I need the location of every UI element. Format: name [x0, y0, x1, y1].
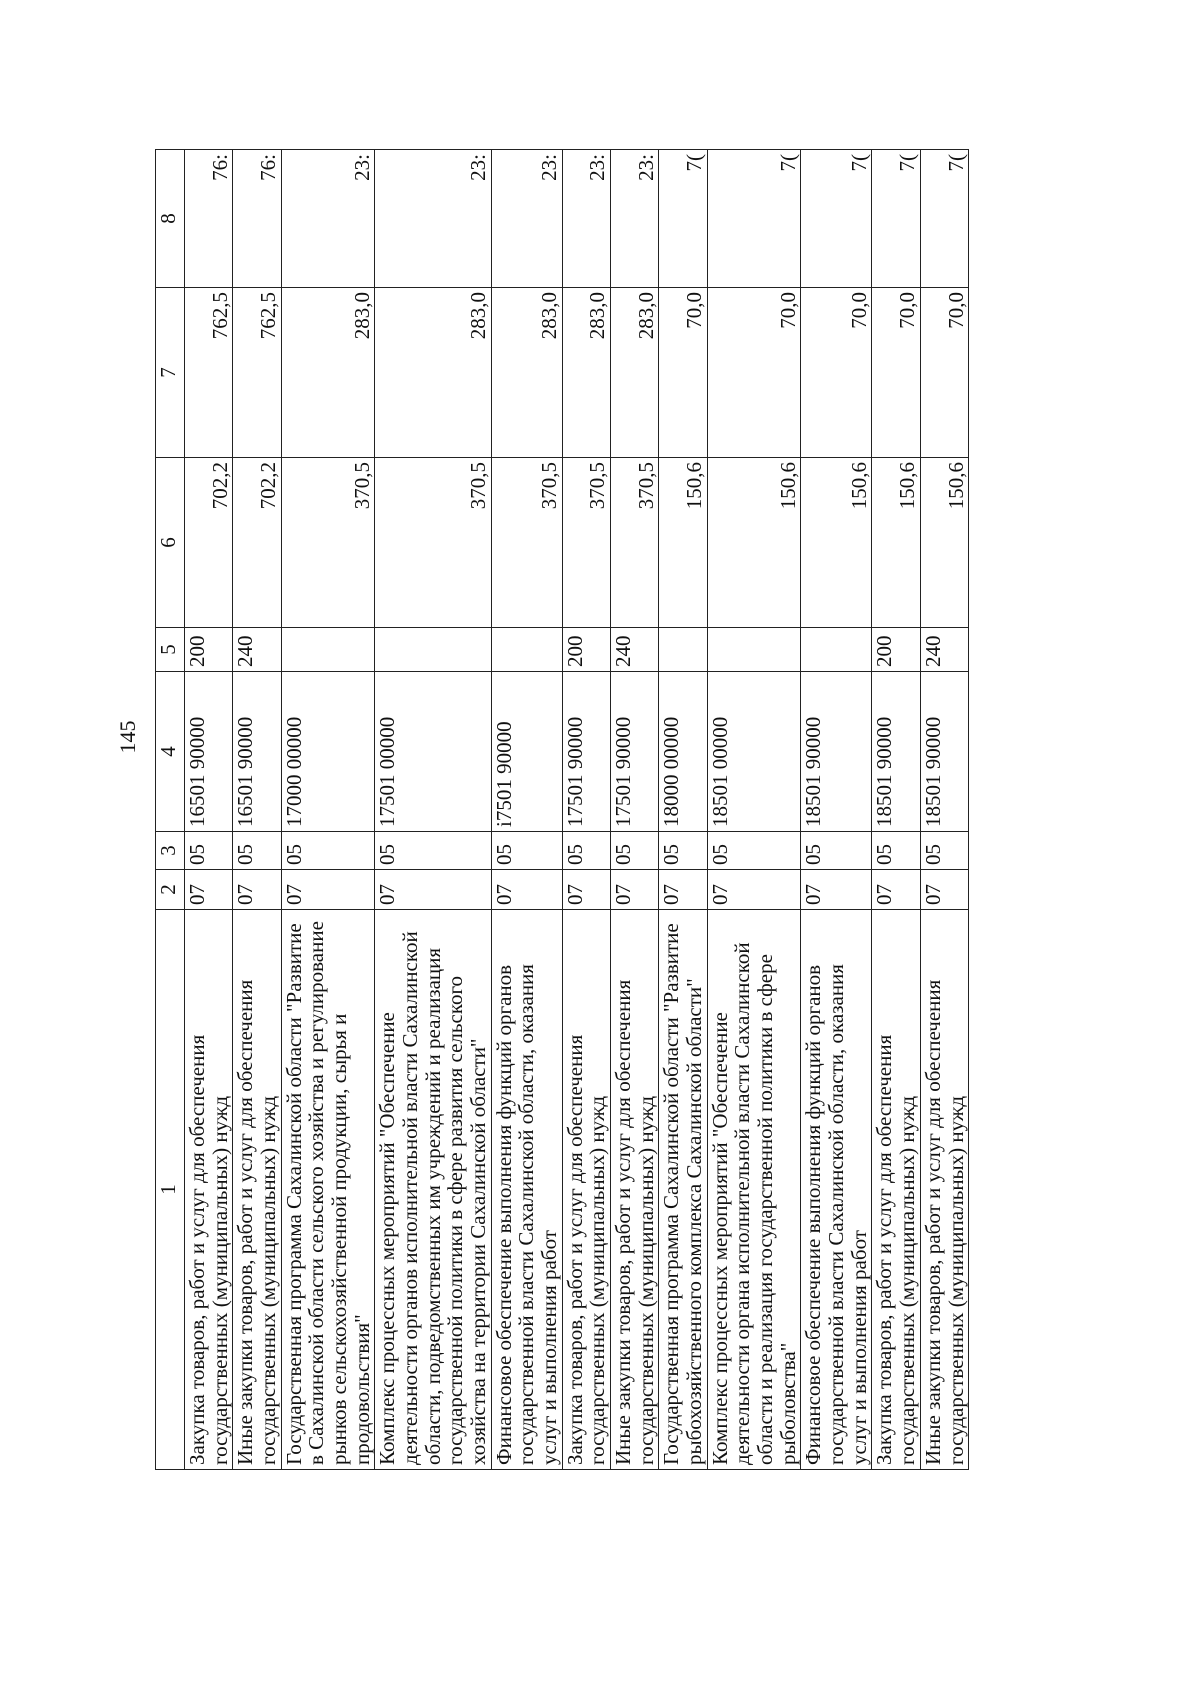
- chapter-code: 07: [375, 870, 491, 910]
- amount-col-6: 150,6: [872, 458, 920, 628]
- table-row: [281, 150, 375, 1470]
- header-col-3: 3: [156, 832, 185, 870]
- subchapter-code: 05: [185, 832, 233, 870]
- amount-col-8: 76:: [233, 150, 281, 288]
- chapter-code: 07: [281, 870, 375, 910]
- amount-col-7: 283,0: [491, 288, 562, 458]
- header-row: [156, 150, 185, 1470]
- target-article: 17000 00000: [281, 672, 375, 832]
- row-name: Государственная программа Сахалинской области "Развитие рыбохозяйственного комплекса Сахалинской области": [659, 910, 707, 1470]
- amount-col-7: 70,0: [872, 288, 920, 458]
- amount-col-6: 150,6: [707, 458, 801, 628]
- chapter-code: 07: [233, 870, 281, 910]
- chapter-code: 07: [491, 870, 562, 910]
- subchapter-code: 05: [801, 832, 872, 870]
- table-row: [707, 150, 801, 1470]
- header-col-5: 5: [156, 628, 185, 672]
- chapter-code: 07: [659, 870, 707, 910]
- amount-col-6: 370,5: [491, 458, 562, 628]
- amount-col-7: 762,5: [233, 288, 281, 458]
- amount-col-6: 150,6: [920, 458, 968, 628]
- amount-col-8: 7(: [920, 150, 968, 288]
- header-col-8: 8: [156, 150, 185, 288]
- header-col-2: 2: [156, 870, 185, 910]
- target-article: 18501 90000: [801, 672, 872, 832]
- expense-type: 200: [185, 628, 233, 672]
- header-col-6: 6: [156, 458, 185, 628]
- chapter-code: 07: [562, 870, 610, 910]
- expense-type: [281, 628, 375, 672]
- row-name: Финансовое обеспечение выполнения функций органов государственной власти Сахалинской области, оказания услуг и выполнения работ: [801, 910, 872, 1470]
- amount-col-8: 7(: [801, 150, 872, 288]
- target-article: 18000 00000: [659, 672, 707, 832]
- subchapter-code: 05: [375, 832, 491, 870]
- rotated-table-container: [155, 150, 1085, 1470]
- amount-col-8: 23:: [491, 150, 562, 288]
- subchapter-code: 05: [281, 832, 375, 870]
- table-row: [920, 150, 968, 1470]
- expense-type: 200: [872, 628, 920, 672]
- row-name: Финансовое обеспечение выполнения функций органов государственной власти Сахалинской области, оказания услуг и выполнения работ: [491, 910, 562, 1470]
- expense-type: 240: [920, 628, 968, 672]
- row-name: Иные закупки товаров, работ и услуг для обеспечения государственных (муниципальных) нужд: [611, 910, 659, 1470]
- amount-col-6: 370,5: [562, 458, 610, 628]
- amount-col-8: 23:: [281, 150, 375, 288]
- expense-type: [707, 628, 801, 672]
- target-article: 18501 00000: [707, 672, 801, 832]
- header-col-4: 4: [156, 672, 185, 832]
- table-row: [872, 150, 920, 1470]
- expense-type: 240: [233, 628, 281, 672]
- table-row: [659, 150, 707, 1470]
- expense-type: [491, 628, 562, 672]
- amount-col-8: 7(: [659, 150, 707, 288]
- row-name: Закупка товаров, работ и услуг для обеспечения государственных (муниципальных) нужд: [185, 910, 233, 1470]
- target-article: 17501 90000: [611, 672, 659, 832]
- target-article: 18501 90000: [920, 672, 968, 832]
- page-number: 145: [115, 720, 140, 754]
- amount-col-7: 283,0: [281, 288, 375, 458]
- row-name: Комплекс процессных мероприятий "Обеспечение деятельности органа исполнительной власти Сахалинской области и реализация государственной политики в сфере рыболовства": [707, 910, 801, 1470]
- subchapter-code: 05: [659, 832, 707, 870]
- subchapter-code: 05: [920, 832, 968, 870]
- table-row: [611, 150, 659, 1470]
- subchapter-code: 05: [491, 832, 562, 870]
- amount-col-8: 76:: [185, 150, 233, 288]
- subchapter-code: 05: [872, 832, 920, 870]
- amount-col-6: 370,5: [281, 458, 375, 628]
- amount-col-7: 70,0: [707, 288, 801, 458]
- subchapter-code: 05: [562, 832, 610, 870]
- amount-col-8: 7(: [872, 150, 920, 288]
- chapter-code: 07: [872, 870, 920, 910]
- amount-col-7: 70,0: [659, 288, 707, 458]
- amount-col-6: 702,2: [233, 458, 281, 628]
- amount-col-7: 70,0: [801, 288, 872, 458]
- amount-col-6: 370,5: [611, 458, 659, 628]
- expense-type: 240: [611, 628, 659, 672]
- amount-col-6: 150,6: [801, 458, 872, 628]
- target-article: 17501 00000: [375, 672, 491, 832]
- chapter-code: 07: [801, 870, 872, 910]
- header-col-7: 7: [156, 288, 185, 458]
- chapter-code: 07: [611, 870, 659, 910]
- amount-col-8: 23:: [562, 150, 610, 288]
- amount-col-7: 283,0: [375, 288, 491, 458]
- amount-col-8: 7(: [707, 150, 801, 288]
- chapter-code: 07: [185, 870, 233, 910]
- table-row: [185, 150, 233, 1470]
- chapter-code: 07: [707, 870, 801, 910]
- budget-table: [155, 149, 969, 1470]
- subchapter-code: 05: [611, 832, 659, 870]
- amount-col-6: 370,5: [375, 458, 491, 628]
- chapter-code: 07: [920, 870, 968, 910]
- amount-col-6: 702,2: [185, 458, 233, 628]
- row-name: Комплекс процессных мероприятий "Обеспечение деятельности органов исполнительной власти Сахалинской области, подведомственных им учреждений и реализация государственной политики в сфере развития сельского хозяйства на территории Сахалинской области": [375, 910, 491, 1470]
- table-row: [233, 150, 281, 1470]
- target-article: 16501 90000: [185, 672, 233, 832]
- amount-col-7: 283,0: [611, 288, 659, 458]
- amount-col-7: 762,5: [185, 288, 233, 458]
- subchapter-code: 05: [233, 832, 281, 870]
- amount-col-8: 23:: [611, 150, 659, 288]
- table-row: [491, 150, 562, 1470]
- target-article: 17501 90000: [562, 672, 610, 832]
- target-article: 18501 90000: [872, 672, 920, 832]
- expense-type: [375, 628, 491, 672]
- amount-col-7: 70,0: [920, 288, 968, 458]
- row-name: Государственная программа Сахалинской области "Развитие в Сахалинской области сельского хозяйства и регулирование рынков сельскохозяйственной продукции, сырья и продовольствия": [281, 910, 375, 1470]
- row-name: Закупка товаров, работ и услуг для обеспечения государственных (муниципальных) нужд: [562, 910, 610, 1470]
- table-row: [562, 150, 610, 1470]
- expense-type: [801, 628, 872, 672]
- header-col-1: 1: [156, 910, 185, 1470]
- target-article: i7501 90000: [491, 672, 562, 832]
- amount-col-8: 23:: [375, 150, 491, 288]
- table-row: [375, 150, 491, 1470]
- target-article: 16501 90000: [233, 672, 281, 832]
- row-name: Иные закупки товаров, работ и услуг для обеспечения государственных (муниципальных) нужд: [233, 910, 281, 1470]
- expense-type: 200: [562, 628, 610, 672]
- expense-type: [659, 628, 707, 672]
- row-name: Закупка товаров, работ и услуг для обеспечения государственных (муниципальных) нужд: [872, 910, 920, 1470]
- table-row: [801, 150, 872, 1470]
- amount-col-6: 150,6: [659, 458, 707, 628]
- subchapter-code: 05: [707, 832, 801, 870]
- row-name: Иные закупки товаров, работ и услуг для обеспечения государственных (муниципальных) нужд: [920, 910, 968, 1470]
- amount-col-7: 283,0: [562, 288, 610, 458]
